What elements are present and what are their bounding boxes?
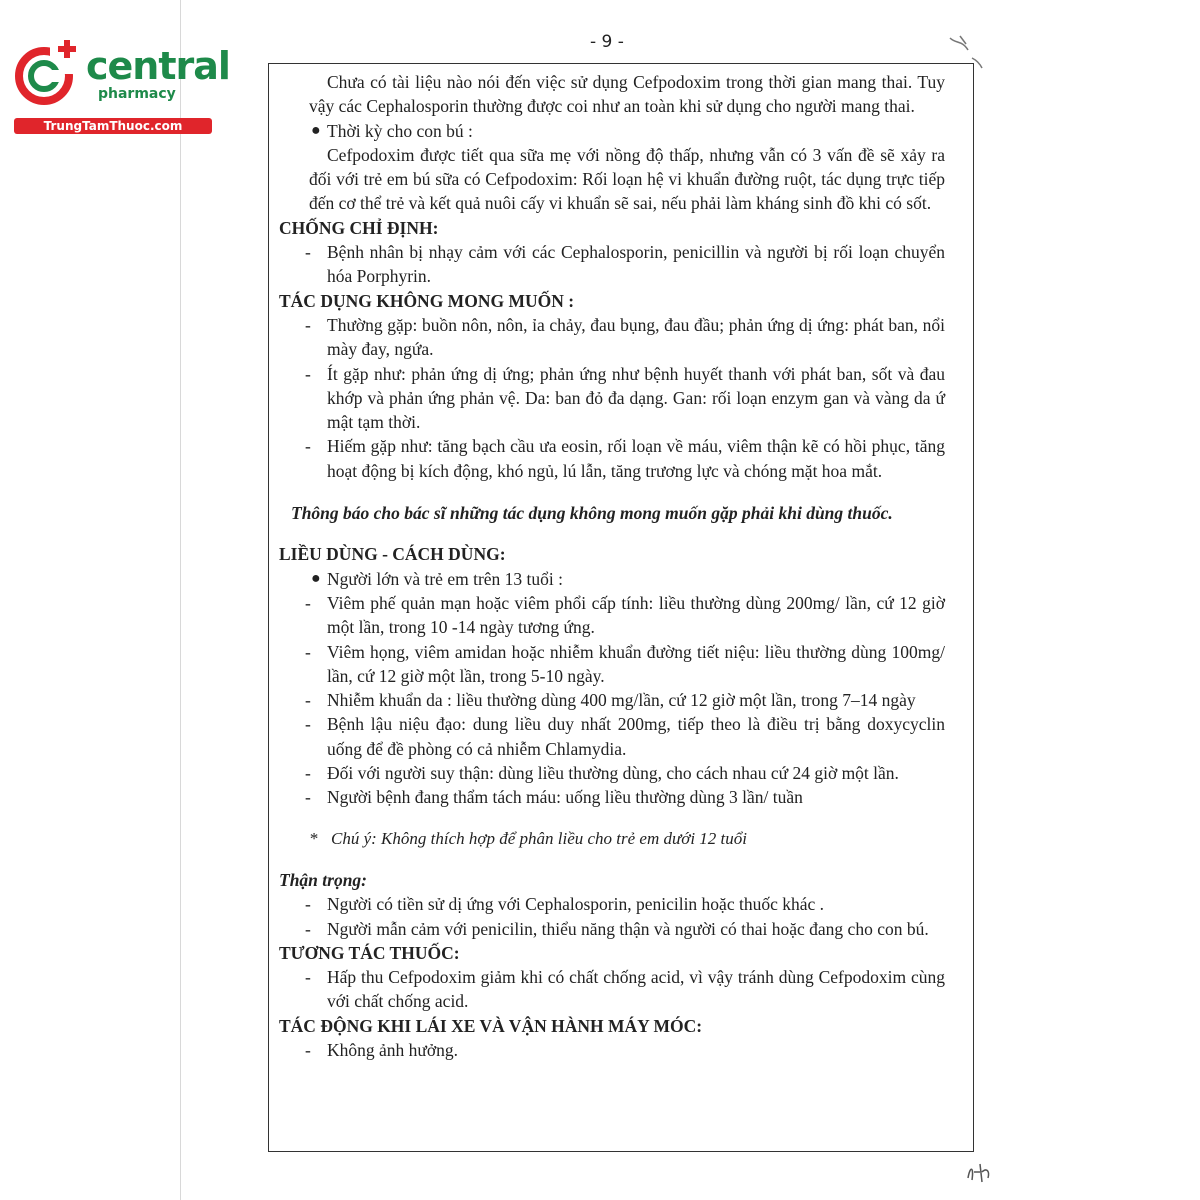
breastfeeding-bullet — [279, 119, 945, 143]
list-item — [279, 640, 945, 689]
dosage-note-text: Chú ý: Không thích hợp để phân liều cho trẻ em dưới 12 tuổi — [331, 828, 748, 848]
asterisk-marker: * — [309, 828, 318, 848]
contraindication-item: Bệnh nhân bị nhạy cảm với các Cephalosporin, penicillin và người bị rối loạn chuyển hóa Porphyrin. — [327, 242, 945, 287]
interaction-item: Hấp thu Cefpodoxim giảm khi có chất chống acid, vì vậy tránh dùng Cefpodoxim cùng với chất chống acid. — [327, 967, 945, 1012]
adverse-item: Hiếm gặp như: tăng bạch cầu ưa eosin, rối loạn về máu, viêm thận kẽ có hồi phục, tăng hoạt động bị kích động, khó ngủ, lú lẫn, tăng trương lực và chóng mặt hoa mắt. — [327, 436, 945, 481]
logo-subname: pharmacy — [98, 86, 176, 102]
list-item — [279, 434, 945, 483]
dosage-item: Đối với người suy thận: dùng liều thường dùng, cho cách nhau cứ 24 giờ một lần. — [327, 763, 899, 784]
interaction-heading: TƯƠNG TÁC THUỐC: — [279, 942, 460, 963]
list-item — [279, 965, 945, 1014]
dosage-heading: LIỀU DÙNG - CÁCH DÙNG: — [279, 544, 506, 565]
dosage-group-label: Người lớn và trẻ em trên 13 tuổi : — [327, 568, 564, 589]
scan-edge — [180, 0, 181, 1200]
dash-marker: - — [305, 787, 311, 808]
list-item — [279, 688, 945, 712]
list-item — [279, 591, 945, 640]
bullet-marker: ● — [311, 121, 321, 139]
list-item — [279, 1038, 945, 1062]
central-pharmacy-logo[interactable] — [10, 36, 230, 136]
pregnancy-text: Chưa có tài liệu nào nói đến việc sử dụng Cefpodoxim trong thời gian mang thai. Tuy vậy các Cephalosporin thường được coi như an toàn khi sử dụng cho người mang thai. — [309, 72, 945, 117]
breastfeeding-title: Thời kỳ cho con bú : — [327, 120, 473, 141]
content-inner — [279, 70, 945, 1062]
logo-site: TrungTamThuoc.com — [14, 118, 212, 134]
bullet-marker: ● — [311, 569, 321, 587]
dash-marker: - — [305, 592, 311, 613]
list-item — [279, 712, 945, 761]
caution-heading: Thận trọng: — [279, 869, 368, 890]
dash-marker: - — [305, 967, 311, 988]
dash-marker: - — [305, 714, 311, 735]
content-box — [268, 63, 974, 1152]
list-item — [279, 917, 945, 941]
breastfeeding-text: Cefpodoxim được tiết qua sữa mẹ với nồng độ thấp, nhưng vẫn có 3 vấn đề sẽ xảy ra đối với trẻ em bú sữa có Cefpodoxim: Rối loạn hệ vi khuẩn đường ruột, tác dụng trực tiếp đến cơ thể trẻ và kết quả nuôi cấy vi khuẩn sẽ sai, nếu phải làm kháng sinh đồ khi có sốt. — [309, 144, 945, 214]
list-item — [279, 240, 945, 289]
page-number: - 9 - — [590, 32, 624, 52]
dash-marker: - — [305, 894, 311, 915]
signature-mark-icon — [960, 1158, 1000, 1188]
caution-item: Người mẫn cảm với penicilin, thiểu năng thận và người có thai hoặc đang cho con bú. — [327, 918, 929, 939]
contraindication-heading: CHỐNG CHỈ ĐỊNH: — [279, 217, 439, 238]
adverse-item: Ít gặp như: phản ứng dị ứng; phản ứng như bệnh huyết thanh với phát ban, sốt và đau khớp và phản ứng phản vệ. Da: ban đỏ đa dạng. Gan: rối loạn enzym gan và vàng da ứ mật tạm thời. — [327, 363, 945, 433]
list-item — [279, 785, 945, 809]
list-item — [279, 761, 945, 785]
adverse-item: Thường gặp: buồn nôn, nôn, ỉa chảy, đau bụng, đau đầu; phản ứng dị ứng: phát ban, nổi mày đay, ngứa. — [327, 314, 945, 360]
dash-marker: - — [305, 641, 311, 662]
dash-marker: - — [305, 436, 311, 457]
dash-marker: - — [305, 363, 311, 384]
dosage-item: Viêm họng, viêm amidan hoặc nhiễm khuẩn đường tiết niệu: liều thường dùng 100mg/ lần, cứ 12 giờ một lần, trong 5-10 ngày. — [327, 641, 945, 686]
dash-marker: - — [305, 242, 311, 263]
caution-item: Người có tiền sử dị ứng với Cephalosporin, penicilin hoặc thuốc khác . — [327, 894, 825, 915]
logo-name: central — [86, 44, 230, 88]
dosage-note — [279, 827, 945, 851]
dash-marker: - — [305, 918, 311, 939]
adverse-notice: Thông báo cho bác sĩ những tác dụng không mong muốn gặp phải khi dùng thuốc. — [291, 502, 893, 523]
adverse-heading: TÁC DỤNG KHÔNG MONG MUỐN : — [279, 290, 575, 311]
pharmacy-cross-icon — [10, 36, 82, 108]
dosage-item: Người bệnh đang thẩm tách máu: uống liều thường dùng 3 lần/ tuần — [327, 787, 803, 808]
driving-item: Không ảnh hưởng. — [327, 1039, 459, 1060]
list-item — [279, 313, 945, 362]
dash-marker: - — [305, 1039, 311, 1060]
driving-heading: TÁC ĐỘNG KHI LÁI XE VÀ VẬN HÀNH MÁY MÓC: — [279, 1015, 703, 1036]
dosage-item: Bệnh lậu niệu đạo: dung liều duy nhất 200mg, tiếp theo là điều trị bằng doxycyclin uống để đề phòng có cả nhiễm Chlamydia. — [327, 714, 945, 759]
dosage-item: Nhiễm khuẩn da : liều thường dùng 400 mg/lần, cứ 12 giờ một lần, trong 7–14 ngày — [327, 690, 916, 711]
list-item — [279, 892, 945, 916]
dosage-group — [279, 567, 945, 591]
dash-marker: - — [305, 763, 311, 784]
list-item — [279, 362, 945, 435]
dash-marker: - — [305, 690, 311, 711]
dash-marker: - — [305, 314, 311, 335]
dosage-item: Viêm phế quản mạn hoặc viêm phổi cấp tính: liều thường dùng 200mg/ lần, cứ 12 giờ một lần, trong 10 -14 ngày tương ứng. — [327, 592, 945, 638]
